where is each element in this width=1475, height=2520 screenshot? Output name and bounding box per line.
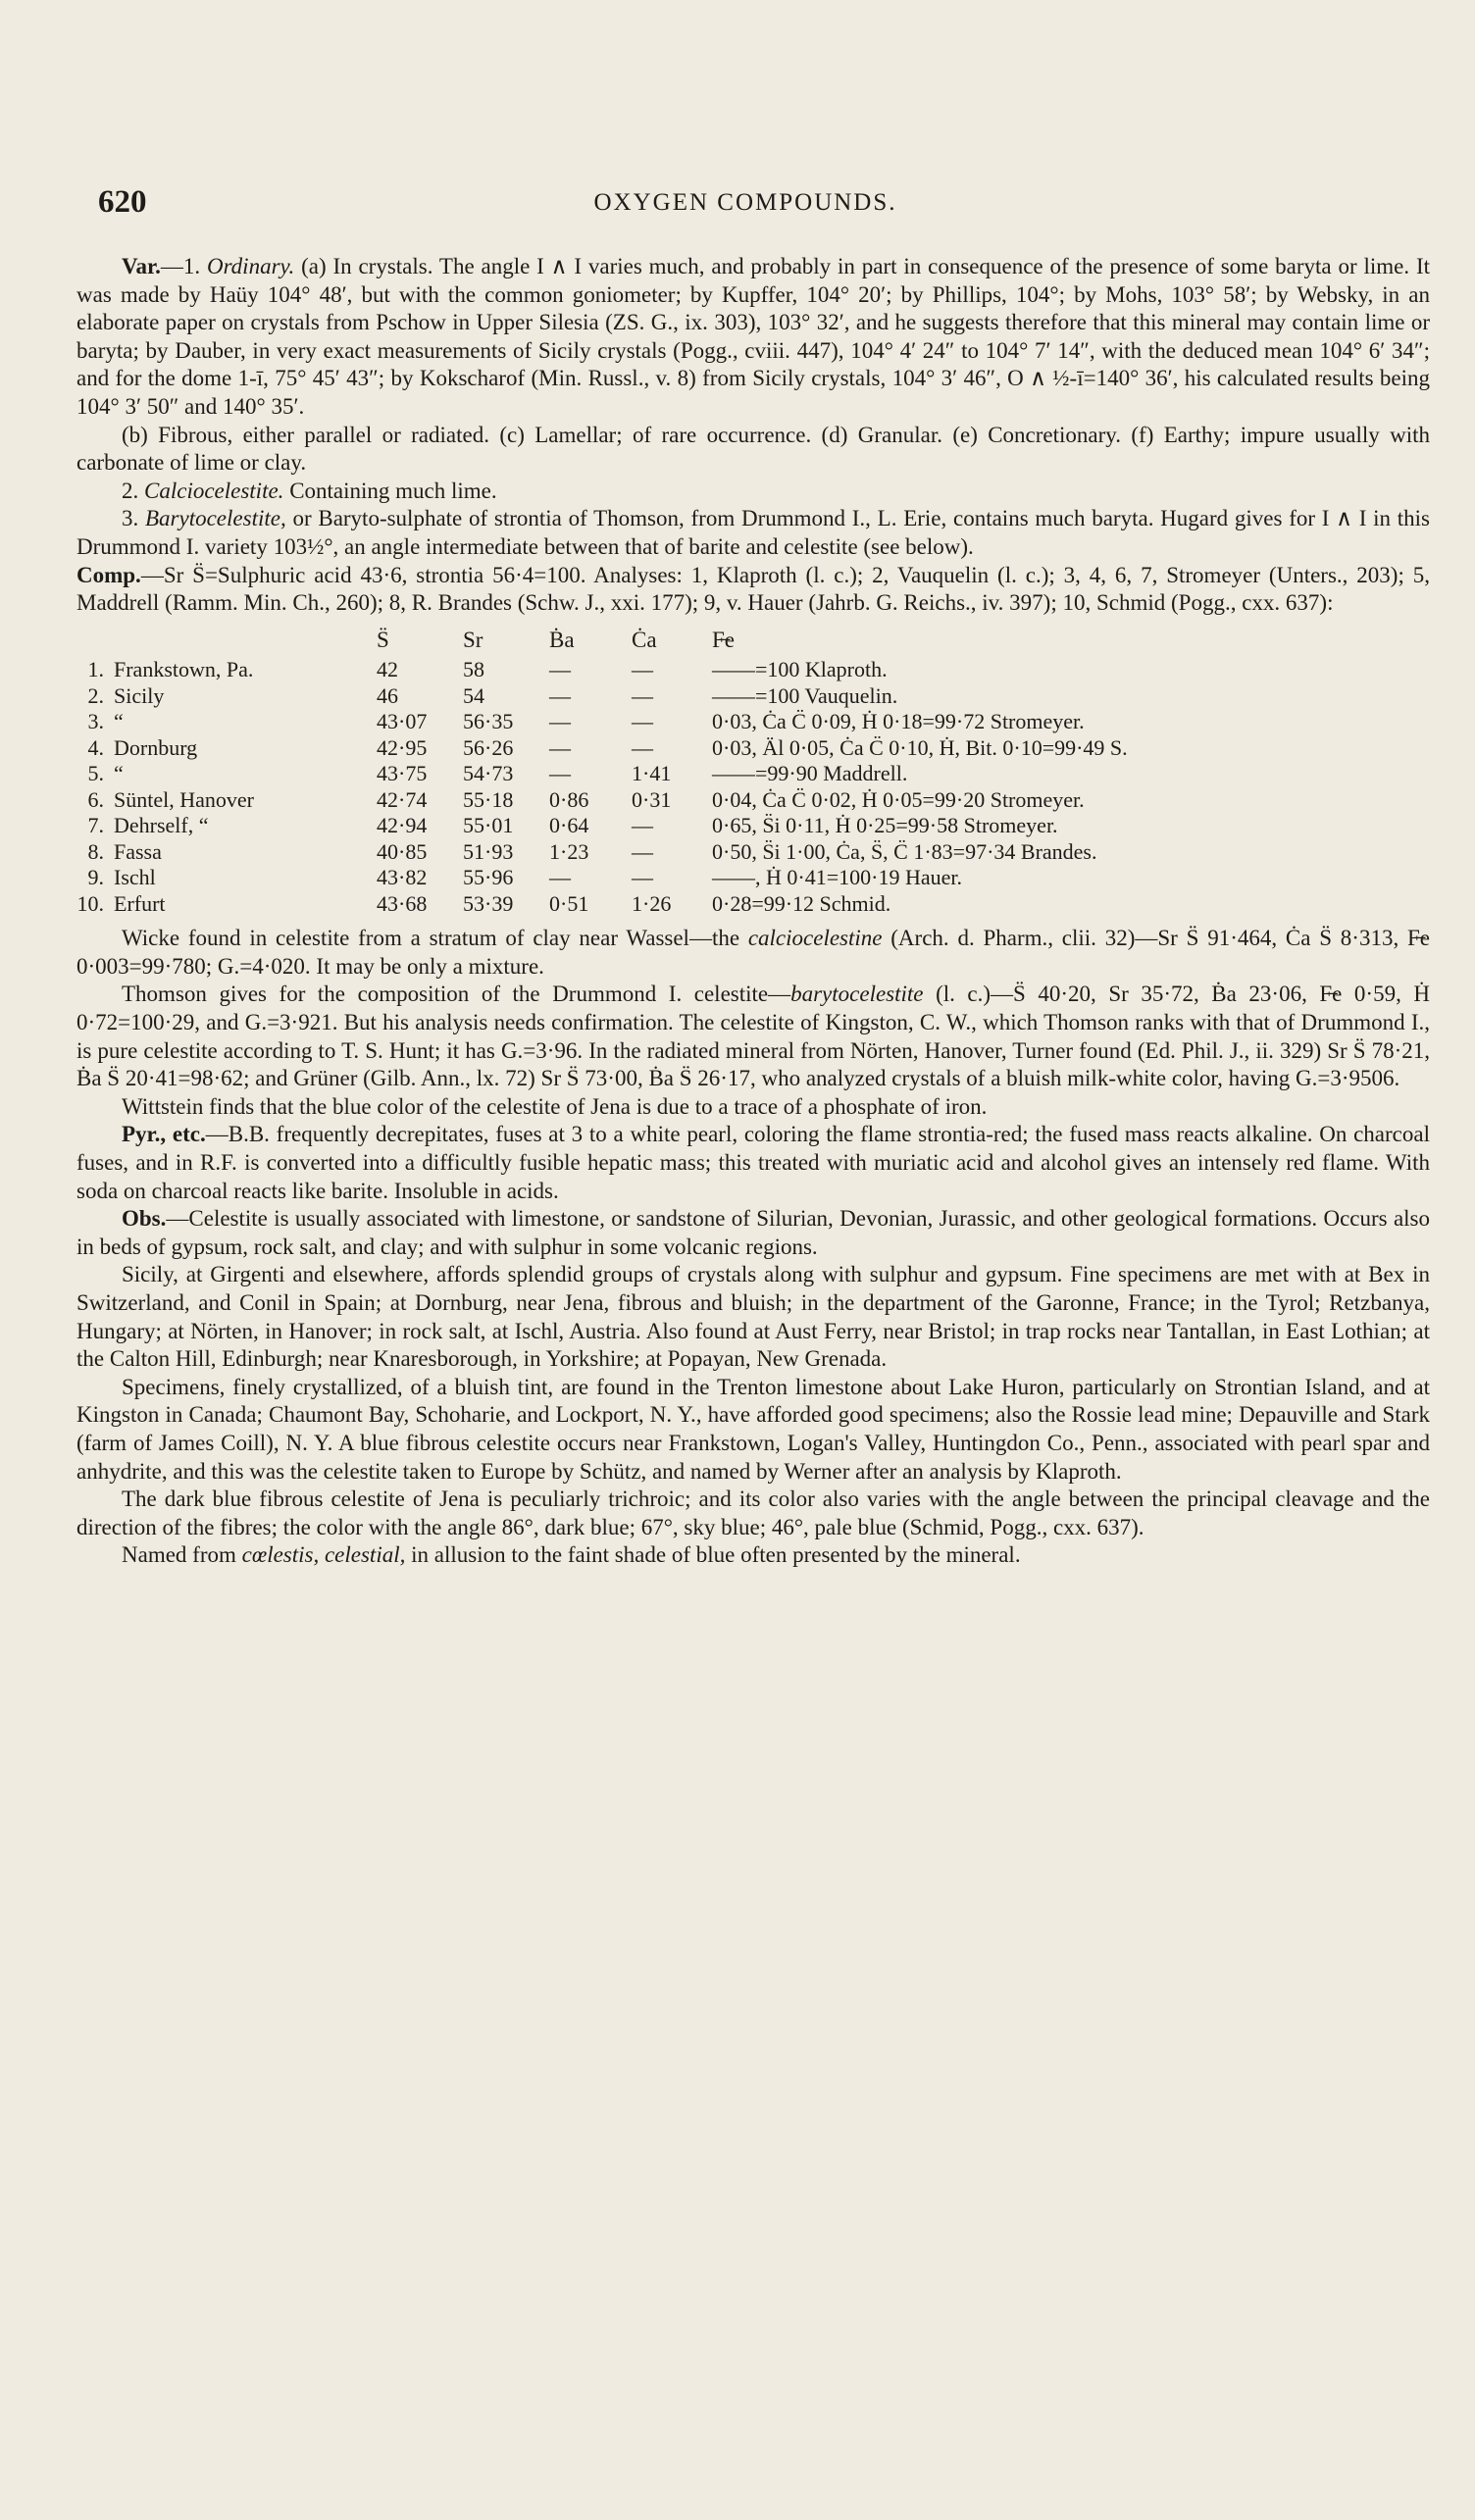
trichroic-paragraph: The dark blue fibrous celestite of Jena is peculiarly trichroic; and its color also varies with the angle between the principal cleavage and the direction of the fibres; the color with the angle 86°, dark blue; 67°, sky blue; 46°, pale blue (Schmid, Pogg., cxx. 637). xyxy=(76,1487,1430,1539)
row-strontia: 54·73 xyxy=(463,761,514,786)
row-lime: — xyxy=(632,838,653,864)
row-remainder: 0·03, Ċa C̈ 0·09, Ḣ 0·18=99·72 Stromeyer. xyxy=(712,709,1085,734)
row-baryta: 0·64 xyxy=(549,813,589,838)
baryto-num: 3. xyxy=(122,506,145,531)
row-number: 1. xyxy=(87,657,104,682)
var-ordinary-text: (a) In crystals. The angle I ∧ I varies much, and probably in part in consequence of the presence of some baryta or lime. It was made by Haüy 104° 48′, but with the common goniometer; by Kupffer, 104° 20′; by Phillips, 104°; by Mohs, 103° 58′; by Websky, in an elaborate paper on crystals from Pschow in Upper Silesia (ZS. G., ix. 303), 103° 32′, and he suggests therefore that this mineral may contain lime or baryta; by Dauber, in very exact measurements of Sicily crystals (Pogg., cviii. 447), 104° 4′ 24″ to 104° 7′ 14″, with the deduced mean 104° 6′ 34″; and for the dome 1-ī, 75° 45′ 43″; by Kokscharof (Min. Russl., v. 8) from Sicily crystals, 104° 3′ 46″, O ∧ ½-ī=140° 36′, his calculated results being 104° 3′ 50″ and 140° 35′. xyxy=(76,254,1430,419)
row-strontia: 55·01 xyxy=(463,813,514,838)
row-number: 4. xyxy=(87,734,104,760)
row-lime: — xyxy=(632,657,653,682)
row-number: 10. xyxy=(76,890,104,916)
row-remainder: ——, Ḣ 0·41=100·19 Hauer. xyxy=(712,865,962,890)
running-head: OXYGEN COMPOUNDS. xyxy=(593,189,897,216)
row-sulphuric: 43·82 xyxy=(377,865,428,890)
row-baryta: 0·86 xyxy=(549,786,589,812)
thomson-name: barytocelestite xyxy=(790,982,924,1007)
row-number: 2. xyxy=(87,682,104,708)
analysis-row xyxy=(76,761,1128,787)
row-locality: Süntel, Hanover xyxy=(114,786,254,812)
row-sulphuric: 43·68 xyxy=(377,890,428,916)
row-locality: Sicily xyxy=(114,682,165,708)
row-lime: 0·31 xyxy=(632,786,672,812)
analysis-row xyxy=(76,735,1128,762)
analysis-row xyxy=(76,865,1128,891)
barytocelestite-paragraph xyxy=(76,505,1430,561)
baryto-name: Barytocelestite, xyxy=(145,506,286,531)
row-strontia: 51·93 xyxy=(463,838,514,864)
wicke-paragraph xyxy=(76,925,1430,981)
row-sulphuric: 43·07 xyxy=(377,709,428,734)
named-text-2: in allusion to the faint shade of blue often presented by the mineral. xyxy=(405,1542,1021,1568)
calciocelestite-paragraph xyxy=(76,478,1430,506)
row-number: 5. xyxy=(87,761,104,786)
page-number: 620 xyxy=(98,184,147,220)
var-ordinary: Ordinary. xyxy=(206,254,295,278)
header-fe: F̶e xyxy=(712,627,735,652)
row-lime: — xyxy=(632,709,653,734)
page-header xyxy=(98,184,1393,224)
row-locality: Ischl xyxy=(114,865,156,890)
wicke-text-2: (Arch. d. Pharm., clii. 32)—Sr S̈ 91·464, Ċa S̈ 8·313, F̶e 0·003=99·780; G.=4·020. It may be only a mixture. xyxy=(76,926,1430,979)
row-strontia: 56·35 xyxy=(463,709,514,734)
var-forms-paragraph: (b) Fibrous, either parallel or radiated. (c) Lamellar; of rare occurrence. (d) Granular. (e) Concretionary. (f) Earthy; impure usually with carbonate of lime or clay. xyxy=(76,422,1430,476)
row-locality: Fassa xyxy=(114,838,162,864)
row-strontia: 53·39 xyxy=(463,890,514,916)
analysis-row xyxy=(76,709,1128,735)
comp-label: Comp. xyxy=(76,562,141,587)
row-remainder: ——=100 Klaproth. xyxy=(712,657,888,682)
pyr-paragraph xyxy=(76,1121,1430,1205)
var-paragraph xyxy=(76,253,1430,422)
baryto-text: or Baryto-sulphate of strontia of Thomson, from Drummond I., L. Erie, contains much baryta. Hugard gives for I ∧ I in this Drummond I. variety 103½°, an angle intermediate between that of barite and celestite (see below). xyxy=(76,506,1431,559)
header-sr: Sr xyxy=(463,627,483,652)
row-locality: Dehrself, “ xyxy=(114,813,209,838)
var-lead: —1. xyxy=(160,254,207,278)
analysis-row xyxy=(76,839,1128,866)
row-lime: 1·26 xyxy=(632,890,672,916)
specimens-paragraph: Specimens, finely crystallized, of a bluish tint, are found in the Trenton limestone about Lake Huron, particularly on Strontian Island, and at Kingston in Canada; Chaumont Bay, Schoharie, and Lockport, N. Y., have afforded good specimens; also the Rossie lead mine; Depauville and Stark (farm of James Coill), N. Y. A blue fibrous celestite occurs near Frankstown, Logan's Valley, Huntingdon Co., Penn., associated with pearl spar and anhydrite, and this was the celestite taken to Europe by Schütz, and named by Werner after an analysis by Klaproth. xyxy=(76,1374,1430,1484)
row-remainder: 0·65, S̈i 0·11, Ḣ 0·25=99·58 Stromeyer. xyxy=(712,813,1058,838)
wicke-text-1: Wicke found in celestite from a stratum of clay near Wassel—the xyxy=(122,926,748,951)
analysis-row xyxy=(76,683,1128,710)
sicily-paragraph: Sicily, at Girgenti and elsewhere, affords splendid groups of crystals along with sulphur and gypsum. Fine specimens are met with at Bex in Switzerland, and Conil in Spain; at Dornburg, near Jena, fibrous and bluish; in the department of the Garonne, France; in the Tyrol; Retzbanya, Hungary; at Nörten, in Hanover; in rock salt, at Ischl, Austria. Also found at Aust Ferry, near Bristol; in trap rocks near Tantallan, in East Lothian; at the Calton Hill, Edinburgh; near Knaresborough, in Yorkshire; at Popayan, New Grenada. xyxy=(76,1262,1430,1372)
named-name: cœlestis, celestial, xyxy=(241,1542,406,1568)
obs-label: Obs. xyxy=(122,1206,167,1232)
row-baryta: — xyxy=(549,682,571,708)
row-sulphuric: 40·85 xyxy=(377,838,428,864)
row-lime: 1·41 xyxy=(632,761,672,786)
page-body xyxy=(76,253,1430,1570)
row-strontia: 55·18 xyxy=(463,786,514,812)
analysis-row xyxy=(76,657,1128,683)
row-locality: Erfurt xyxy=(114,890,166,916)
row-number: 7. xyxy=(87,813,104,838)
row-baryta: — xyxy=(549,709,571,734)
row-lime: — xyxy=(632,682,653,708)
row-baryta: — xyxy=(549,761,571,786)
row-number: 6. xyxy=(87,786,104,812)
row-strontia: 56·26 xyxy=(463,734,514,760)
wittstein-paragraph: Wittstein finds that the blue color of the celestite of Jena is due to a trace of a phosphate of iron. xyxy=(122,1093,988,1119)
obs-paragraph xyxy=(76,1205,1430,1261)
analysis-row xyxy=(76,891,1128,918)
row-baryta: 1·23 xyxy=(549,838,589,864)
row-sulphuric: 46 xyxy=(377,682,398,708)
row-strontia: 54 xyxy=(463,682,484,708)
calcio-name: Calciocelestite. xyxy=(144,478,284,503)
analysis-table xyxy=(76,628,1128,918)
thomson-paragraph xyxy=(76,981,1430,1092)
row-number: 8. xyxy=(87,838,104,864)
thomson-text-2: (l. c.)—S̈ 40·20, Sr 35·72, Ḃa 23·06, F̶e 0·59, Ḣ 0·72=100·29, and G.=3·921. But his analysis needs confirmation. The celestite of Kingston, C. W., which Thomson ranks with that of Drummond I., is pure celestite according to T. S. Hunt; it has G.=3·96. In the radiated mineral from Nörten, Hanover, Turner found (Ed. Phil. J., ii. 329) Sr S̈ 78·21, Ḃa S̈ 20·41=98·62; and Grüner (Gilb. Ann., lx. 72) Sr S̈ 73·00, Ḃa S̈ 26·17, who analyzed crystals of a bluish milk-white color, having G.=3·9506. xyxy=(76,982,1430,1091)
analysis-row xyxy=(76,813,1128,839)
row-strontia: 58 xyxy=(463,657,484,682)
row-remainder: 0·03, Äl 0·05, Ċa C̈ 0·10, Ḣ, Bit. 0·10=99·49 S. xyxy=(712,734,1128,760)
row-baryta: — xyxy=(549,865,571,890)
analysis-header-row xyxy=(76,628,1128,658)
row-lime: — xyxy=(632,734,653,760)
header-s: S̈ xyxy=(377,627,389,652)
row-sulphuric: 42·94 xyxy=(377,813,428,838)
row-sulphuric: 43·75 xyxy=(377,761,428,786)
row-remainder: ——=100 Vauquelin. xyxy=(712,682,898,708)
row-remainder: 0·04, Ċa C̈ 0·02, Ḣ 0·05=99·20 Stromeyer. xyxy=(712,786,1085,812)
row-locality: “ xyxy=(114,761,124,786)
row-sulphuric: 42·95 xyxy=(377,734,428,760)
row-remainder: 0·50, S̈i 1·00, Ċa, S̈, C̈ 1·83=97·34 Brandes. xyxy=(712,838,1097,864)
obs-text: —Celestite is usually associated with limestone, or sandstone of Silurian, Devonian, Jurassic, and other geological formations. Occurs also in beds of gypsum, rock salt, and clay; and with sulphur in some volcanic regions. xyxy=(76,1206,1430,1259)
row-sulphuric: 42 xyxy=(377,657,398,682)
row-baryta: 0·51 xyxy=(549,890,589,916)
row-number: 3. xyxy=(87,709,104,734)
wicke-name: calciocelestine xyxy=(747,926,883,951)
row-remainder: ——=99·90 Maddrell. xyxy=(712,761,908,786)
pyr-label: Pyr., etc. xyxy=(122,1122,206,1147)
header-ca: Ċa xyxy=(632,627,657,652)
named-text-1: Named from xyxy=(122,1542,242,1568)
row-locality: Frankstown, Pa. xyxy=(114,657,254,682)
row-baryta: — xyxy=(549,657,571,682)
row-lime: — xyxy=(632,865,653,890)
calcio-num: 2. xyxy=(122,478,144,503)
pyr-text: —B.B. frequently decrepitates, fuses at 3 to a white pearl, coloring the flame strontia-red; the fused mass reacts alkaline. On charcoal fuses, and in R.F. is converted into a difficultly fusible hepatic mass; this treated with muriatic acid and alcohol gives an intensely red flame. With soda on charcoal reacts like barite. Insoluble in acids. xyxy=(76,1122,1430,1203)
calcio-text: Containing much lime. xyxy=(283,478,497,503)
analysis-row xyxy=(76,787,1128,814)
var-label: Var. xyxy=(122,254,161,278)
row-remainder: 0·28=99·12 Schmid. xyxy=(712,890,891,916)
row-lime: — xyxy=(632,813,653,838)
comp-paragraph xyxy=(76,562,1430,618)
row-strontia: 55·96 xyxy=(463,865,514,890)
header-ba: Ḃa xyxy=(549,627,575,652)
row-number: 9. xyxy=(87,865,104,890)
row-locality: Dornburg xyxy=(114,734,198,760)
thomson-text-1: Thomson gives for the composition of the Drummond I. celestite— xyxy=(122,982,791,1007)
row-baryta: — xyxy=(549,734,571,760)
row-locality: “ xyxy=(114,709,124,734)
row-sulphuric: 42·74 xyxy=(377,786,428,812)
comp-text: —Sr S̈=Sulphuric acid 43·6, strontia 56·4=100. Analyses: 1, Klaproth (l. c.); 2, Vauquelin (l. c.); 3, 4, 6, 7, Stromeyer (Unters., 203); 5, Maddrell (Ramm. Min. Ch., 260); 8, R. Brandes (Schw. J., xxi. 177); 9, v. Hauer (Jahrb. G. Reichs., iv. 397); 10, Schmid (Pogg., cxx. 637): xyxy=(76,562,1430,616)
named-paragraph xyxy=(76,1541,1430,1570)
